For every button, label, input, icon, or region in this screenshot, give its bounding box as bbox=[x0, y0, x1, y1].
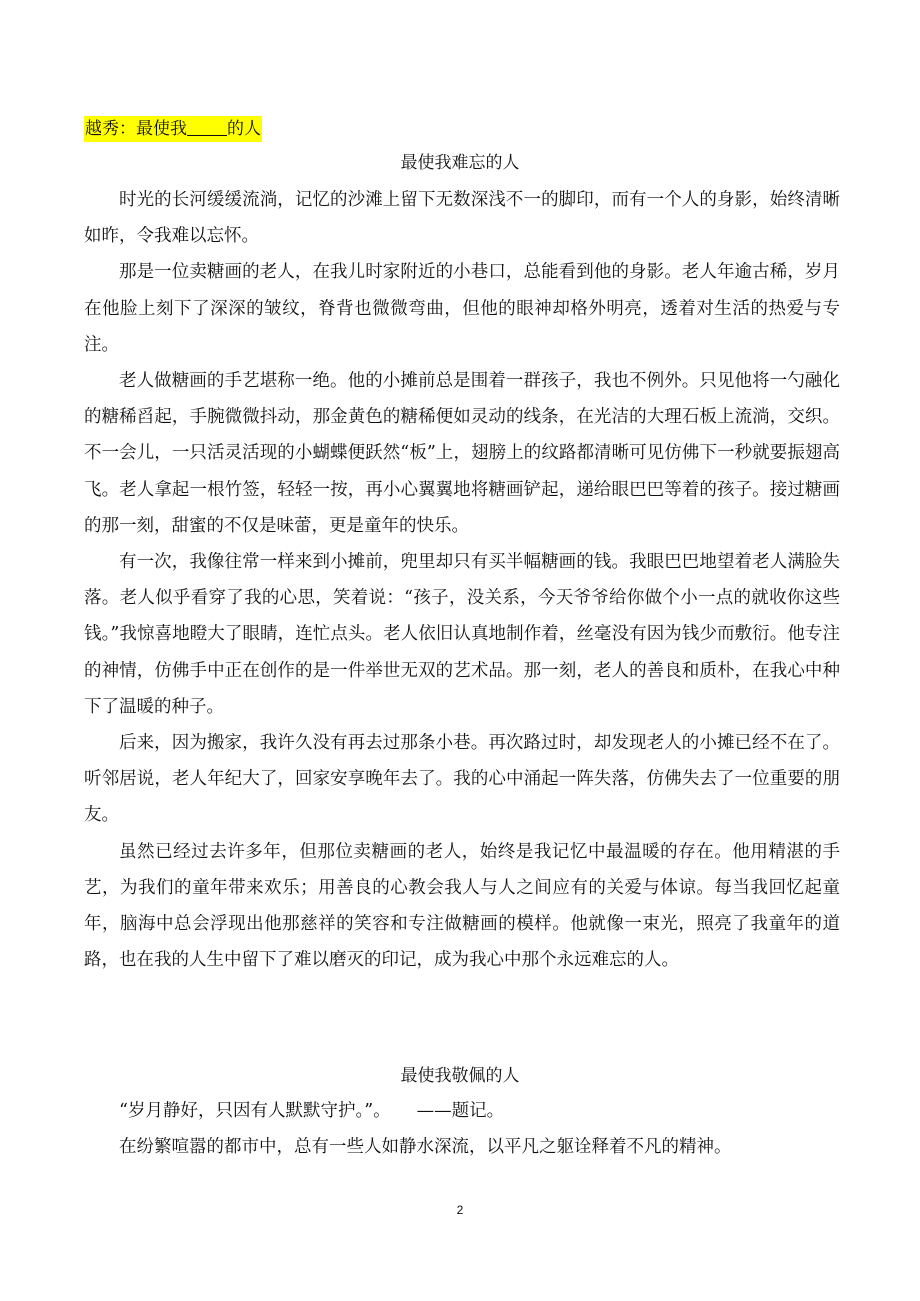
essay2-title: 最使我敬佩的人 bbox=[400, 1066, 520, 1086]
topic-suffix: 的人 bbox=[227, 119, 261, 139]
essay1-paragraph: 后来，因为搬家，我许久没有再去过那条小巷。再次路过时，却发现老人的小摊已经不在了。听邻居说，老人年纪大了，回家安享晚年去了。我的心中涌起一阵失落，仿佛失去了一位重要的朋友。 bbox=[84, 733, 840, 826]
essay1-paragraph: 有一次，我像往常一样来到小摊前，兜里却只有买半幅糖画的钱。我眼巴巴地望着老人满脸失落。老人似乎看穿了我的心思，笑着说：“孩子，没关系，今天爷爷给你做个小一点的就收你这些钱。”我惊喜地瞪大了眼睛，连忙点头。老人依旧认真地制作着，丝毫没有因为钱少而敷衍。他专注的神情，仿佛手中正在创作的是一件举世无双的艺术品。那一刻，老人的善良和质朴，在我心中种下了温暖的种子。 bbox=[84, 552, 840, 717]
essay1-paragraph: 时光的长河缓缓流淌，记忆的沙滩上留下无数深浅不一的脚印，而有一个人的身影，始终清晰如昨，令我难以忘怀。 bbox=[84, 190, 840, 247]
fill-in-blank bbox=[187, 117, 227, 136]
epigraph-line bbox=[84, 1093, 840, 1129]
essay1-paragraph: 老人做糖画的手艺堪称一绝。他的小摊前总是围着一群孩子，我也不例外。只见他将一勺融化的糖稀舀起，手腕微微抖动，那金黄色的糖稀便如灵动的线条，在光洁的大理石板上流淌，交织。不一会儿，一只活灵活现的小蝴蝶便跃然“板”上，翅膀上的纹路都清晰可见仿佛下一秒就要振翅高飞。老人拿起一根竹签，轻轻一按，再小心翼翼地将糖画铲起，递给眼巴巴等着的孩子。接过糖画的那一刻，甜蜜的不仅是味蕾，更是童年的快乐。 bbox=[84, 371, 840, 536]
epigraph-quote: “岁月静好，只因有人默默守护。”。 bbox=[119, 1101, 391, 1121]
essay2-body bbox=[84, 1093, 840, 1165]
topic-highlight bbox=[84, 116, 262, 142]
topic-prefix: 越秀：最使我 bbox=[85, 119, 187, 139]
epigraph-note: ——题记。 bbox=[416, 1101, 505, 1121]
essay1-title: 最使我难忘的人 bbox=[400, 153, 520, 173]
essay2-first-line: 在纷繁喧嚣的都市中，总有一些人如静水深流，以平凡之躯诠释着不凡的精神。 bbox=[119, 1137, 732, 1157]
essay1-paragraph: 那是一位卖糖画的老人，在我儿时家附近的小巷口，总能看到他的身影。老人年逾古稀，岁月在他脸上刻下了深深的皱纹，脊背也微微弯曲，但他的眼神却格外明亮，透着对生活的热爱与专注。 bbox=[84, 262, 840, 355]
page-number: 2 bbox=[456, 1203, 464, 1217]
essay1-paragraph: 虽然已经过去许多年，但那位卖糖画的老人，始终是我记忆中最温暖的存在。他用精湛的手艺，为我们的童年带来欢乐；用善良的心教会我人与人之间应有的关爱与体谅。每当我回忆起童年，脑海中总会浮现出他那慈祥的笑容和专注做糖画的模样。他就像一束光，照亮了我童年的道路，也在我的人生中留下了难以磨灭的印记，成为我心中那个永远难忘的人。 bbox=[84, 841, 840, 971]
essay1-body bbox=[84, 182, 840, 978]
